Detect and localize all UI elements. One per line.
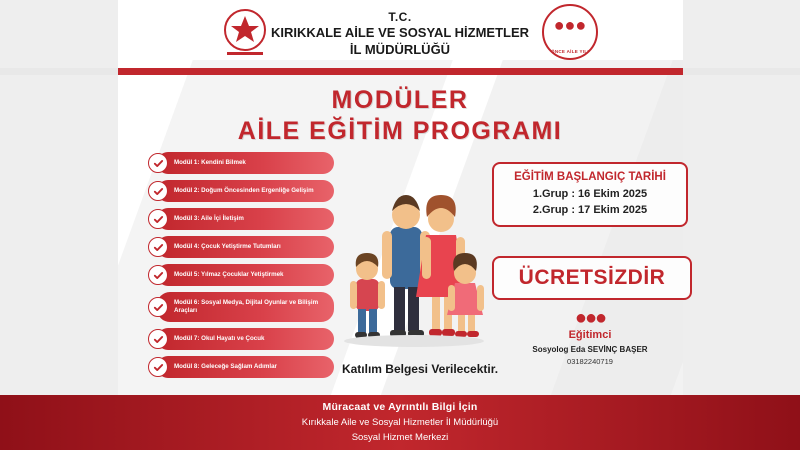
ministry-emblem-icon bbox=[218, 6, 272, 60]
module-label: Modül 6: Sosyal Medya, Dijital Oyunlar ve Bilişim Araçları bbox=[174, 298, 319, 314]
list-item bbox=[148, 152, 334, 174]
family-figures-icon: ●●● bbox=[553, 15, 587, 35]
title-line-1: MODÜLER bbox=[331, 86, 469, 114]
start-date-box bbox=[492, 162, 688, 227]
red-bar-left-filler bbox=[0, 68, 118, 75]
check-icon bbox=[148, 209, 168, 229]
once-aile-yili-logo bbox=[540, 4, 600, 64]
poster-footer bbox=[0, 395, 800, 450]
module-label: Modül 2: Doğum Öncesinden Ergenliğe Gelişim bbox=[174, 186, 314, 194]
check-icon bbox=[148, 265, 168, 285]
instructor-name: Sosyolog Eda SEVİNÇ BAŞER bbox=[532, 345, 648, 354]
start-date-title: EĞİTİM BAŞLANGIÇ TARİHİ bbox=[514, 171, 666, 183]
instructor-block bbox=[492, 308, 688, 366]
module-pill bbox=[157, 236, 334, 258]
header-text-block bbox=[271, 10, 529, 58]
logo-ring-text: ÖNCE AİLE YILI bbox=[551, 49, 589, 54]
instructor-role: Eğitimci bbox=[568, 329, 612, 341]
module-list bbox=[148, 152, 334, 384]
instructor-phone: 03182240719 bbox=[567, 357, 613, 366]
module-pill bbox=[157, 292, 334, 322]
module-pill bbox=[157, 208, 334, 230]
module-pill bbox=[157, 180, 334, 202]
red-bar-right-filler bbox=[683, 68, 800, 75]
module-label: Modül 4: Çocuk Yetiştirme Tutumları bbox=[174, 242, 281, 250]
poster-header bbox=[0, 0, 800, 68]
certificate-note: Katılım Belgesi Verilecektir. bbox=[341, 362, 499, 376]
family-illustration bbox=[330, 175, 498, 350]
logo-ring bbox=[542, 4, 598, 60]
check-icon bbox=[148, 329, 168, 349]
start-date-group-2: 2.Grup : 17 Ekim 2025 bbox=[532, 204, 648, 216]
module-pill bbox=[157, 356, 334, 378]
footer-line-2: Sosyal Hizmet Merkezi bbox=[351, 432, 449, 443]
instructor-people-icon: ●●● bbox=[574, 307, 606, 329]
footer-title: Müracaat ve Ayrıntılı Bilgi İçin bbox=[322, 401, 478, 413]
header-institution-line2: İL MÜDÜRLÜĞÜ bbox=[349, 41, 451, 57]
check-icon bbox=[148, 153, 168, 173]
list-item bbox=[148, 208, 334, 230]
red-divider-bar bbox=[118, 68, 683, 75]
module-label: Modül 3: Aile İçi İletişim bbox=[174, 214, 244, 222]
module-label: Modül 7: Okul Hayatı ve Çocuk bbox=[174, 334, 265, 342]
check-icon bbox=[148, 297, 168, 317]
poster-title bbox=[0, 86, 800, 146]
list-item bbox=[148, 356, 334, 378]
start-date-group-1: 1.Grup : 16 Ekim 2025 bbox=[532, 188, 648, 200]
header-tc: T.C. bbox=[388, 10, 412, 25]
header-institution-line1: KIRIKKALE AİLE VE SOSYAL HİZMETLER bbox=[270, 25, 530, 41]
module-pill bbox=[157, 152, 334, 174]
title-line-2: AİLE EĞİTİM PROGRAMI bbox=[237, 117, 563, 145]
list-item bbox=[148, 236, 334, 258]
check-icon bbox=[148, 181, 168, 201]
free-of-charge-box bbox=[492, 256, 692, 300]
list-item bbox=[148, 328, 334, 350]
module-pill bbox=[157, 264, 334, 286]
list-item bbox=[148, 264, 334, 286]
module-label: Modül 1: Kendini Bilmek bbox=[174, 158, 246, 166]
list-item bbox=[148, 292, 334, 322]
module-label: Modül 5: Yılmaz Çocuklar Yetiştirmek bbox=[174, 270, 284, 278]
free-of-charge-label: ÜCRETSİZDİR bbox=[518, 266, 666, 289]
check-icon bbox=[148, 237, 168, 257]
list-item bbox=[148, 180, 334, 202]
footer-line-1: Kırıkkale Aile ve Sosyal Hizmetler İl Müdürlüğü bbox=[301, 417, 499, 428]
module-pill bbox=[157, 328, 334, 350]
check-icon bbox=[148, 357, 168, 377]
boy-figure bbox=[350, 253, 385, 338]
module-label: Modül 8: Geleceğe Sağlam Adımlar bbox=[174, 362, 277, 370]
